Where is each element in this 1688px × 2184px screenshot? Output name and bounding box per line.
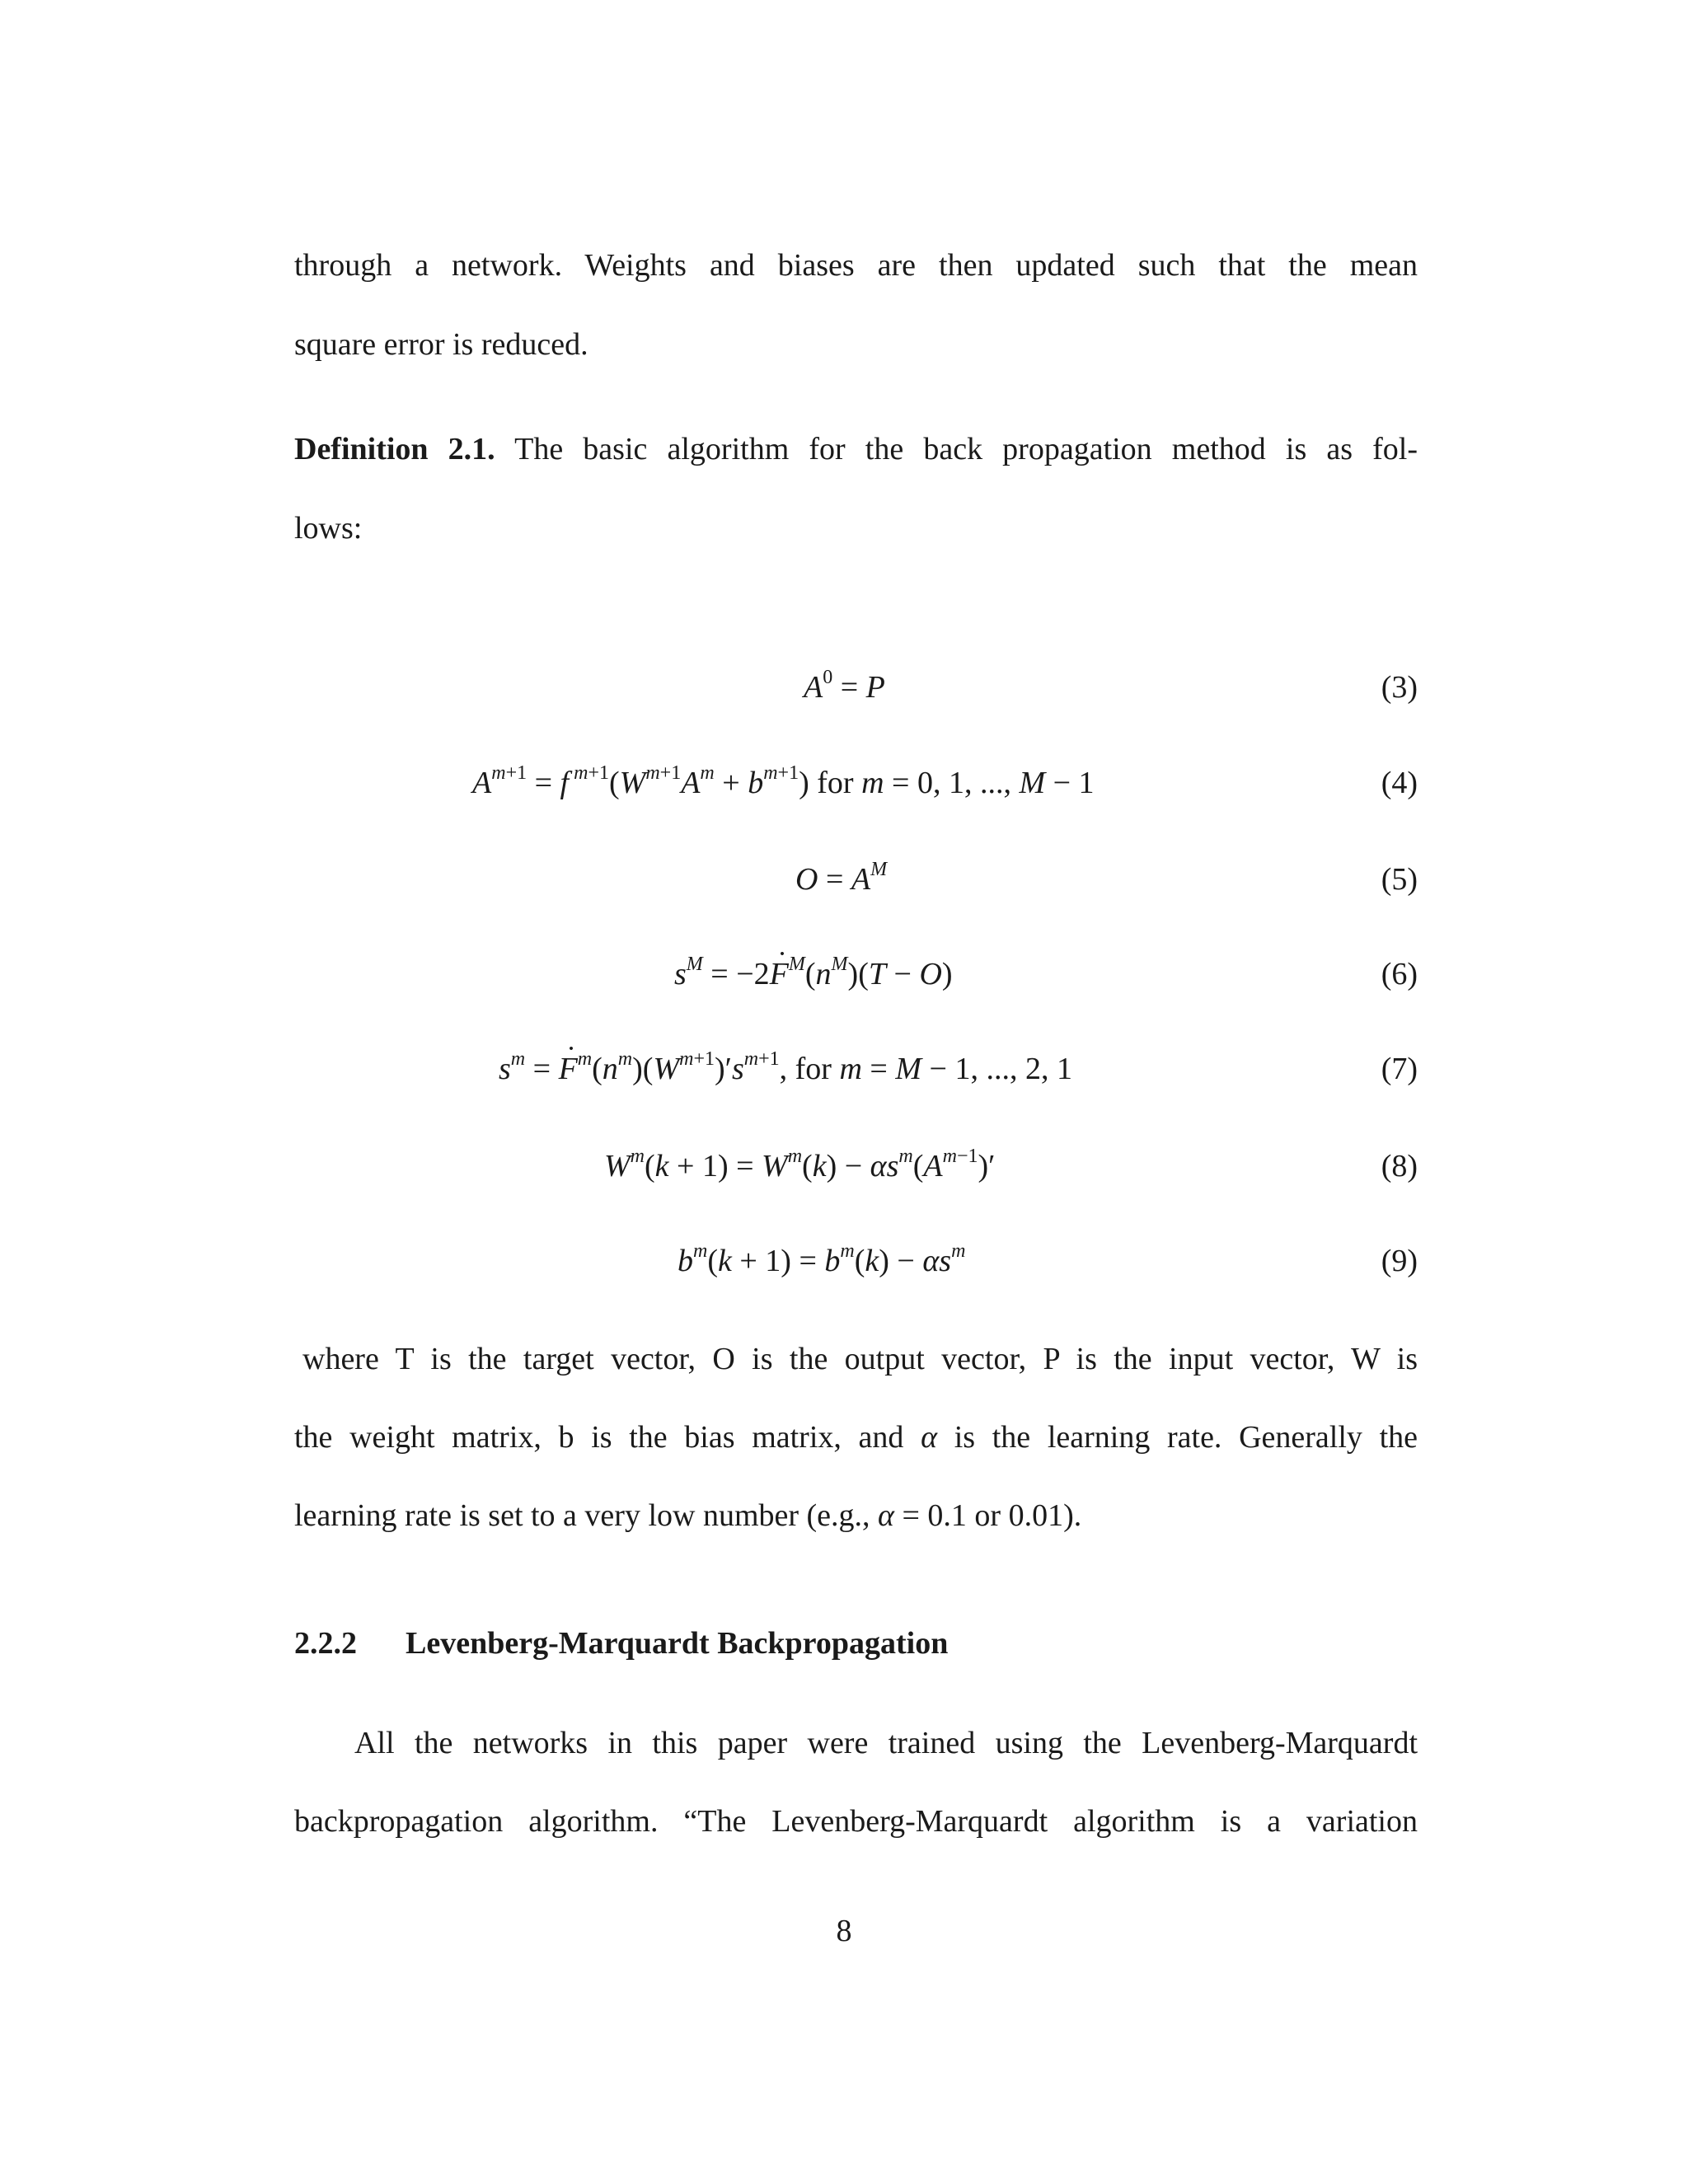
equation-number: (6) — [1381, 957, 1418, 991]
definition-line: lows: — [294, 511, 363, 546]
equation-text-for: for — [817, 766, 854, 800]
text-fragment: learning rate is set to a very low number (e.g., — [294, 1498, 879, 1533]
body-text-line: All the networks in this paper were trained using the Levenberg-Marquardt — [354, 1726, 1418, 1760]
equation-number: (5) — [1381, 862, 1418, 897]
equation-body: $s^m$ = ˙ $F^m(n^m)(W^{m+1})'s^{m+1}$, for m = M − 1, ..., 2, 1 — [499, 1051, 1072, 1087]
equation-body: $O = A^M$ — [795, 859, 888, 897]
text-fragment: = 0.1 or 0.01). — [894, 1498, 1082, 1533]
body-text-line: where T is the target vector, O is the output vector, P is the input vector, W is — [302, 1342, 1418, 1376]
equation-text-for: for — [795, 1052, 832, 1086]
equation-5 — [0, 861, 1688, 911]
equation-3 — [0, 669, 1688, 719]
equation-number: (9) — [1381, 1244, 1418, 1278]
equation-text-range: = 0, 1, ..., — [892, 766, 1020, 800]
section-title: Levenberg-Marquardt Backpropagation — [406, 1626, 949, 1661]
text-fragment: the weight matrix, b is the bias matrix, and — [294, 1420, 921, 1455]
body-text-line: the weight matrix, b is the bias matrix, and α is the learning rate. Generally the — [294, 1420, 1418, 1455]
equation-body: $W^m(k + 1) = W^m(k) - \alpha s^m(A^{m-1})'$ — [604, 1146, 996, 1183]
equation-body: $A^0 = P$ — [804, 667, 885, 705]
definition-label: Definition 2.1. — [294, 432, 495, 466]
equation-9 — [0, 1240, 1688, 1292]
body-text-line: square error is reduced. — [294, 327, 588, 362]
equation-number: (8) — [1381, 1149, 1418, 1183]
equation-body: $b^m(k + 1) = b^m(k) - \alpha s^m$ — [678, 1240, 966, 1278]
equation-8 — [0, 1148, 1688, 1197]
definition-text: The basic algorithm for the back propagation method is as fol- — [495, 432, 1418, 466]
equation-7 — [0, 1048, 1688, 1100]
body-text-line: through a network. Weights and biases are then updated such that the mean — [294, 248, 1418, 283]
body-text-line: backpropagation algorithm. “The Levenberg-Marquardt algorithm is a variation — [294, 1804, 1418, 1839]
equation-number: (7) — [1381, 1052, 1418, 1086]
body-text-line: learning rate is set to a very low number (e.g., α = 0.1 or 0.01). — [294, 1498, 1082, 1533]
section-heading — [294, 1625, 948, 1661]
page-number: 8 — [836, 1914, 852, 1948]
equation-number: (3) — [1381, 670, 1418, 705]
equation-body: $s^M$ = −2˙ $F^M(n^M)(T - O)$ — [674, 956, 953, 992]
equation-4 — [0, 762, 1688, 814]
equation-body: $A^{m+1} = f$ $^{m+1}(W^{m+1}A^m + b^{m+1})$ for m = 0, 1, ..., M − 1 — [472, 762, 1095, 800]
section-number: 2.2.2 — [294, 1626, 357, 1661]
definition-line — [294, 431, 1418, 467]
equation-6 — [0, 956, 1688, 1005]
equation-number: (4) — [1381, 766, 1418, 800]
equation-text-range: − 1, ..., 2, 1 — [921, 1052, 1072, 1086]
text-fragment: is the learning rate. Generally the — [937, 1420, 1418, 1455]
